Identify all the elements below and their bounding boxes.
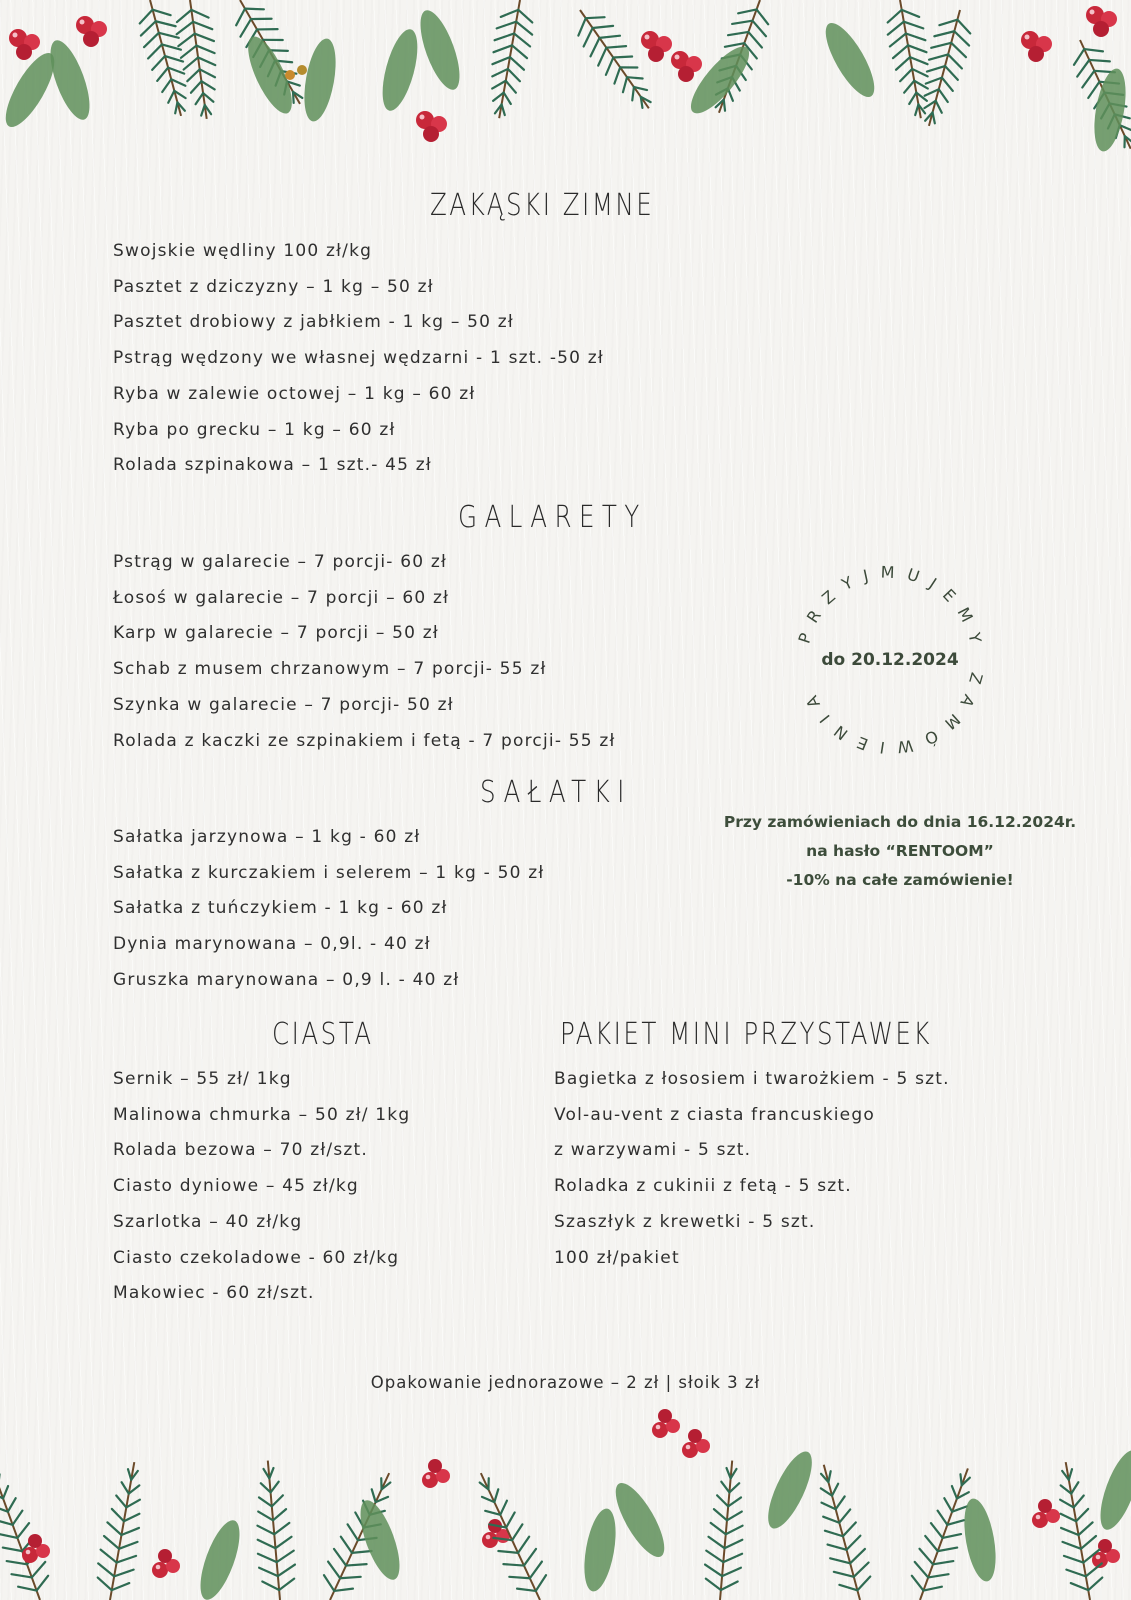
section-title-zakaski-zimne: ZAKĄSKI ZIMNE [430,188,655,223]
menu-list-galarety [113,545,616,759]
order-deadline-badge [770,540,1010,780]
menu-item: z warzywami - 5 szt. [554,1140,752,1161]
menu-item: Dynia marynowana – 0,9l. - 40 zł [113,934,431,955]
order-deadline-date: do 20.12.2024 [821,650,959,670]
bottom-christmas-greenery-decoration [0,1370,1131,1600]
section-title-pakiet-mini-przystawek: PAKIET MINI PRZYSTAWEK [560,1017,932,1052]
section-title-salatki: SAŁATKI [480,775,632,810]
menu-item: Sałatka z tuńczykiem - 1 kg - 60 zł [113,898,448,919]
menu-item: Pasztet drobiowy z jabłkiem - 1 kg – 50 zł [113,312,514,333]
menu-item: Roladka z cukinii z fetą - 5 szt. [554,1176,852,1197]
promo-line-3: -10% na całe zamówienie! [786,871,1014,889]
menu-item: Vol-au-vent z ciasta francuskiego [554,1104,875,1125]
menu-item: Rolada szpinakowa – 1 szt.- 45 zł [113,455,432,476]
menu-item: Szarlotka – 40 zł/kg [113,1211,303,1232]
menu-item: Swojskie wędliny 100 zł/kg [113,241,373,261]
menu-item: 100 zł/pakiet [554,1247,680,1268]
section-title-ciasta: CIASTA [272,1017,374,1052]
promo-line-1: Przy zamówieniach do dnia 16.12.2024r. [723,813,1077,831]
menu-item: Ryba w zalewie octowej – 1 kg – 60 zł [113,383,476,404]
menu-item: Malinowa chmurka – 50 zł/ 1kg [113,1104,411,1125]
menu-item: Ciasto czekoladowe - 60 zł/kg [113,1247,400,1268]
packaging-note: Opakowanie jednorazowe – 2 zł | słoik 3 zł [370,1373,761,1392]
menu-item: Schab z musem chrzanowym – 7 porcji- 55 zł [113,659,547,680]
top-christmas-greenery-decoration [0,0,1131,175]
menu-item: Szaszłyk z krewetki - 5 szt. [554,1211,816,1232]
promo-discount-notice [700,808,1100,895]
menu-item: Pstrąg w galarecie – 7 porcji- 60 zł [113,552,447,572]
menu-list-zakaski-zimne [113,234,604,484]
menu-item: Bagietka z łososiem i twarożkiem - 5 szt. [554,1069,950,1089]
menu-item: Rolada z kaczki ze szpinakiem i fetą - 7 porcji- 55 zł [113,730,616,751]
menu-item: Sernik – 55 zł/ 1kg [113,1069,292,1089]
menu-list-ciasta [113,1062,410,1312]
menu-item: Ryba po grecku – 1 kg – 60 zł [113,419,396,440]
menu-item: Pasztet z dziczyzny – 1 kg – 50 zł [113,276,434,297]
menu-list-salatki [113,820,544,999]
menu-item: Karp w galarecie – 7 porcji – 50 zł [113,623,439,644]
menu-list-pakiet [554,1062,950,1276]
menu-item: Sałatka z kurczakiem i selerem – 1 kg - 50 zł [113,862,545,883]
menu-item: Ciasto dyniowe – 45 zł/kg [113,1176,359,1197]
section-title-galarety: GALARETY [458,500,647,535]
menu-item: Pstrąg wędzony we własnej wędzarni - 1 szt. -50 zł [113,348,604,369]
menu-item: Gruszka marynowana – 0,9 l. - 40 zł [113,969,460,990]
svg-text:PRZYJMUJEMY ZAMÓWIENIA: PRZYJMUJEMY ZAMÓWIENIA [794,562,988,758]
menu-item: Łosoś w galarecie – 7 porcji – 60 zł [113,587,450,608]
menu-item: Sałatka jarzynowa – 1 kg - 60 zł [113,827,421,847]
promo-line-2: na hasło “RENTOOM” [806,842,994,860]
menu-item: Rolada bezowa – 70 zł/szt. [113,1140,368,1161]
menu-item: Makowiec - 60 zł/szt. [113,1283,315,1304]
menu-item: Szynka w galarecie – 7 porcji- 50 zł [113,694,454,715]
